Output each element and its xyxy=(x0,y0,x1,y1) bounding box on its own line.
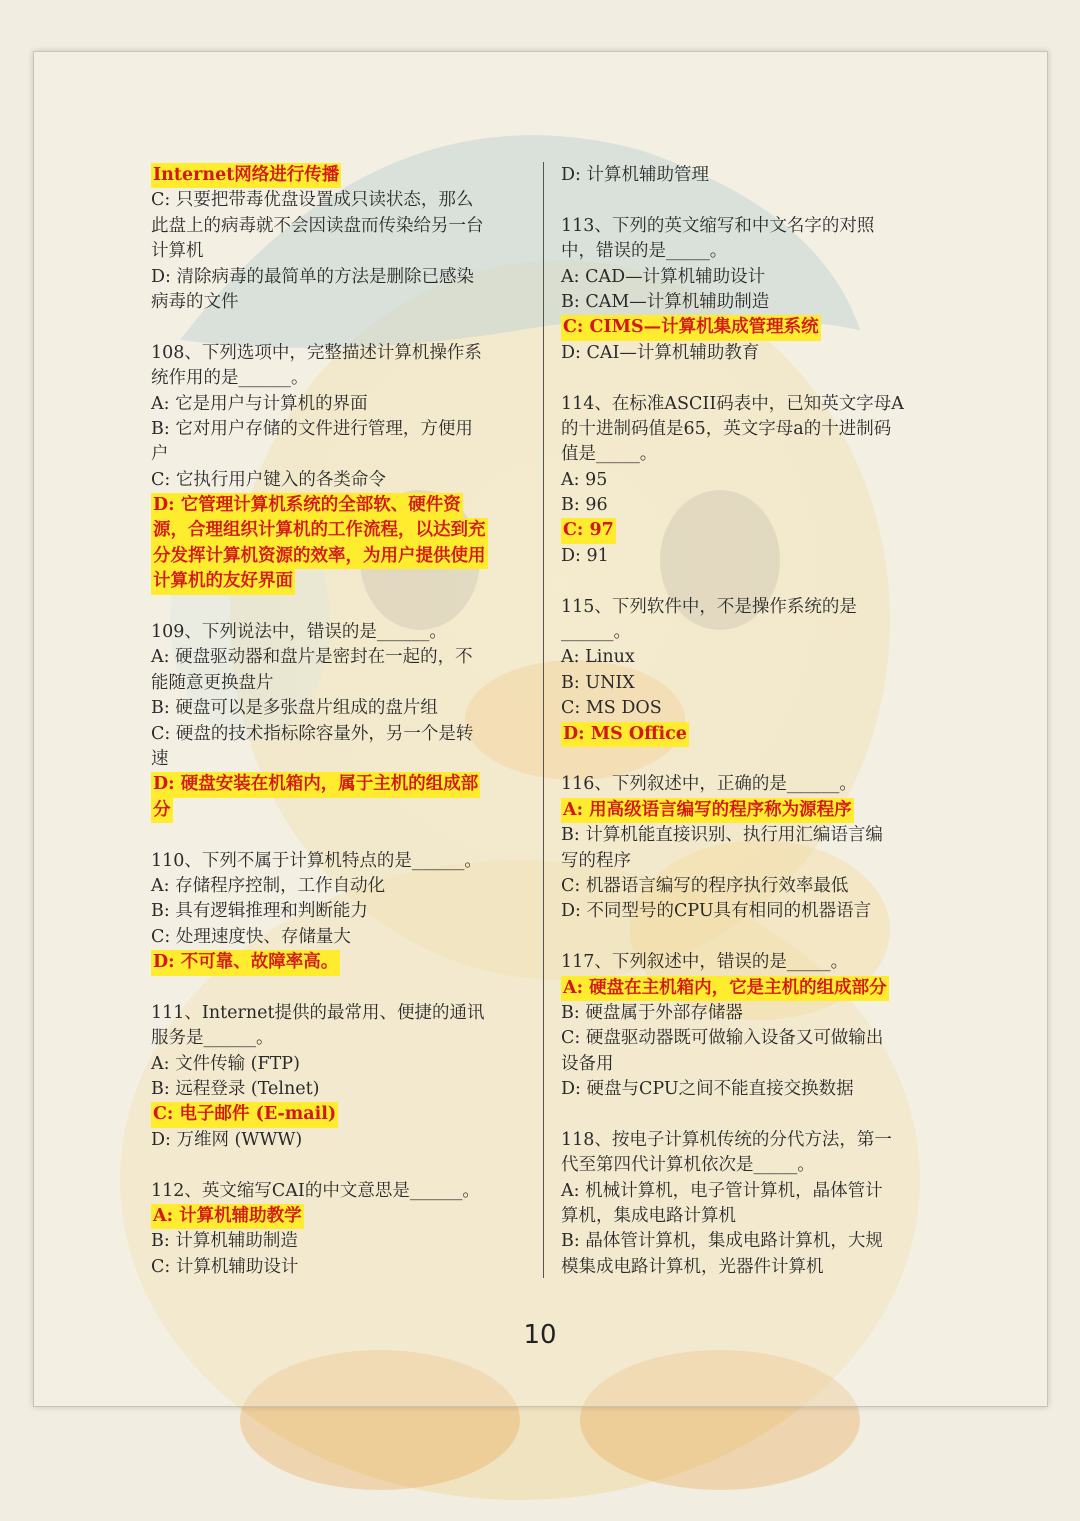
answer-highlight: D: 不可靠、故障率高。 xyxy=(151,950,340,975)
text-line xyxy=(561,493,926,518)
text-line xyxy=(561,1204,926,1229)
left-text-column xyxy=(151,163,526,1280)
blank-line xyxy=(561,1102,926,1127)
line-text: 中，错误的是_____。 xyxy=(561,241,728,262)
text-line xyxy=(151,1001,526,1026)
text-line xyxy=(561,1026,926,1051)
line-text: B: 它对用户存储的文件进行管理，方便用 xyxy=(151,418,473,439)
text-line xyxy=(151,645,526,670)
text-line xyxy=(151,1179,526,1204)
line-text: D: CAI—计算机辅助教育 xyxy=(561,342,760,363)
text-line xyxy=(151,265,526,290)
answer-highlight: 计算机的友好界面 xyxy=(151,569,295,594)
highlighted-answer-line xyxy=(151,798,526,823)
line-text: 服务是______。 xyxy=(151,1028,274,1049)
highlighted-answer-line xyxy=(561,722,926,747)
text-line xyxy=(151,417,526,442)
line-text: 108、下列选项中，完整描述计算机操作系 xyxy=(151,342,482,363)
blank-line xyxy=(561,188,926,213)
line-text: C: 处理速度快、存储量大 xyxy=(151,926,351,947)
text-line xyxy=(561,341,926,366)
text-line xyxy=(151,341,526,366)
highlighted-answer-line xyxy=(151,544,526,569)
text-line xyxy=(151,442,526,467)
line-text: D: 清除病毒的最简单的方法是删除已感染 xyxy=(151,266,474,287)
highlighted-answer-line xyxy=(561,315,926,340)
text-line xyxy=(151,1026,526,1051)
blank-line xyxy=(561,925,926,950)
line-text: D: 万维网 (WWW) xyxy=(151,1129,303,1150)
text-line xyxy=(561,874,926,899)
text-line xyxy=(151,214,526,239)
right-text-column xyxy=(561,163,926,1280)
line-text: 115、下列软件中，不是操作系统的是 xyxy=(561,596,857,617)
answer-highlight: C: 97 xyxy=(561,518,616,543)
text-line xyxy=(151,620,526,645)
text-line xyxy=(561,950,926,975)
line-text: C: 硬盘驱动器既可做输入设备又可做输出 xyxy=(561,1028,884,1049)
text-line xyxy=(151,290,526,315)
line-text: 写的程序 xyxy=(561,850,631,871)
text-line xyxy=(561,214,926,239)
answer-highlight: C: 电子邮件 (E-mail) xyxy=(151,1102,338,1127)
line-text: B: 晶体管计算机，集成电路计算机，大规 xyxy=(561,1231,883,1252)
answer-highlight: D: 它管理计算机系统的全部软、硬件资 xyxy=(151,493,463,518)
line-text: 117、下列叙述中，错误的是_____。 xyxy=(561,952,849,973)
highlighted-answer-line xyxy=(151,1204,526,1229)
line-text: 116、下列叙述中，正确的是______。 xyxy=(561,774,857,795)
text-line xyxy=(151,1229,526,1254)
text-line xyxy=(151,899,526,924)
text-line xyxy=(151,1077,526,1102)
blank-line xyxy=(151,976,526,1001)
line-text: 户 xyxy=(151,444,169,465)
line-text: B: 硬盘可以是多张盘片组成的盘片组 xyxy=(151,698,438,719)
blank-line xyxy=(561,569,926,594)
answer-highlight: D: MS Office xyxy=(561,722,689,747)
text-line xyxy=(151,696,526,721)
text-line xyxy=(561,849,926,874)
text-line xyxy=(561,645,926,670)
text-line xyxy=(561,1153,926,1178)
line-text: A: CAD—计算机辅助设计 xyxy=(561,266,766,287)
text-line xyxy=(561,163,926,188)
highlighted-answer-line xyxy=(151,518,526,543)
blank-line xyxy=(151,595,526,620)
text-line xyxy=(561,544,926,569)
answer-highlight: 分 xyxy=(151,798,173,823)
text-line xyxy=(561,290,926,315)
highlighted-answer-line xyxy=(561,976,926,1001)
text-line xyxy=(151,366,526,391)
text-line xyxy=(561,823,926,848)
answer-highlight: 源，合理组织计算机的工作流程，以达到充 xyxy=(151,518,488,543)
text-line xyxy=(561,1001,926,1026)
answer-highlight: A: 硬盘在主机箱内，它是主机的组成部分 xyxy=(561,976,889,1001)
text-line xyxy=(151,1255,526,1280)
highlighted-answer-line xyxy=(151,163,526,188)
line-text: 算机，集成电路计算机 xyxy=(561,1206,736,1227)
answer-highlight: C: CIMS—计算机集成管理系统 xyxy=(561,315,821,340)
blank-line xyxy=(151,1153,526,1178)
line-text: B: 计算机能直接识别、执行用汇编语言编 xyxy=(561,825,883,846)
text-line xyxy=(151,392,526,417)
line-text: C: 计算机辅助设计 xyxy=(151,1256,299,1277)
line-text: B: 远程登录 (Telnet) xyxy=(151,1079,320,1100)
text-line xyxy=(561,1179,926,1204)
text-line xyxy=(561,671,926,696)
line-text: C: MS DOS xyxy=(561,698,662,719)
text-line xyxy=(561,1229,926,1254)
answer-highlight: 分发挥计算机资源的效率，为用户提供使用 xyxy=(151,544,488,569)
line-text: 统作用的是______。 xyxy=(151,368,309,389)
text-line xyxy=(151,1128,526,1153)
text-line xyxy=(561,239,926,264)
line-text: A: Linux xyxy=(561,647,635,668)
line-text: 病毒的文件 xyxy=(151,291,239,312)
line-text: A: 它是用户与计算机的界面 xyxy=(151,393,368,414)
line-text: 模集成电路计算机，光器件计算机 xyxy=(561,1256,824,1277)
text-line xyxy=(561,696,926,721)
text-line xyxy=(151,849,526,874)
text-line xyxy=(561,442,926,467)
line-text: 值是_____。 xyxy=(561,444,658,465)
highlighted-answer-line xyxy=(151,569,526,594)
highlighted-answer-line xyxy=(151,772,526,797)
answer-highlight: A: 计算机辅助教学 xyxy=(151,1204,304,1229)
text-line xyxy=(151,188,526,213)
text-line xyxy=(561,468,926,493)
line-text: 计算机 xyxy=(151,241,204,262)
blank-line xyxy=(151,315,526,340)
line-text: 能随意更换盘片 xyxy=(151,672,274,693)
line-text: B: 具有逻辑推理和判断能力 xyxy=(151,901,368,922)
answer-highlight: Internet网络进行传播 xyxy=(151,163,341,188)
line-text: C: 硬盘的技术指标除容量外，另一个是转 xyxy=(151,723,474,744)
line-text: 112、英文缩写CAI的中文意思是______。 xyxy=(151,1180,480,1201)
answer-highlight: A: 用高级语言编写的程序称为源程序 xyxy=(561,798,854,823)
line-text: 设备用 xyxy=(561,1053,614,1074)
line-text: C: 只要把带毒优盘设置成只读状态，那么 xyxy=(151,190,474,211)
blank-line xyxy=(561,366,926,391)
text-line xyxy=(561,265,926,290)
line-text: ______。 xyxy=(561,622,631,643)
line-text: 110、下列不属于计算机特点的是______。 xyxy=(151,850,482,871)
line-text: 113、下列的英文缩写和中文名字的对照 xyxy=(561,215,875,236)
line-text: D: 硬盘与CPU之间不能直接交换数据 xyxy=(561,1079,854,1100)
line-text: B: CAM—计算机辅助制造 xyxy=(561,291,770,312)
page-number: 10 xyxy=(523,1320,557,1350)
line-text: A: 文件传输 (FTP) xyxy=(151,1053,300,1074)
text-line xyxy=(151,874,526,899)
highlighted-answer-line xyxy=(561,798,926,823)
line-text: 114、在标准ASCII码表中，已知英文字母A xyxy=(561,393,904,414)
line-text: 111、Internet提供的最常用、便捷的通讯 xyxy=(151,1002,485,1023)
text-line xyxy=(561,1052,926,1077)
line-text: 109、下列说法中，错误的是______。 xyxy=(151,622,447,643)
line-text: 代至第四代计算机依次是_____。 xyxy=(561,1155,815,1176)
line-text: A: 机械计算机，电子管计算机，晶体管计 xyxy=(561,1180,883,1201)
text-line xyxy=(561,899,926,924)
text-line xyxy=(151,722,526,747)
line-text: B: UNIX xyxy=(561,672,635,693)
text-line xyxy=(151,925,526,950)
line-text: D: 不同型号的CPU具有相同的机器语言 xyxy=(561,901,872,922)
line-text: A: 硬盘驱动器和盘片是密封在一起的，不 xyxy=(151,647,473,668)
line-text: 的十进制码值是65，英文字母a的十进制码 xyxy=(561,418,892,439)
highlighted-answer-line xyxy=(151,1102,526,1127)
text-line xyxy=(561,1128,926,1153)
line-text: A: 存储程序控制，工作自动化 xyxy=(151,875,386,896)
text-line xyxy=(151,1052,526,1077)
text-line xyxy=(151,468,526,493)
text-line xyxy=(561,620,926,645)
text-line xyxy=(561,1255,926,1280)
highlighted-answer-line xyxy=(561,518,926,543)
text-line xyxy=(561,417,926,442)
column-divider xyxy=(543,162,544,1278)
line-text: B: 96 xyxy=(561,495,608,516)
blank-line xyxy=(151,823,526,848)
line-text: B: 硬盘属于外部存储器 xyxy=(561,1002,743,1023)
line-text: D: 计算机辅助管理 xyxy=(561,165,709,185)
line-text: 此盘上的病毒就不会因读盘而传染给另一台 xyxy=(151,215,484,236)
line-text: C: 机器语言编写的程序执行效率最低 xyxy=(561,875,849,896)
line-text: D: 91 xyxy=(561,545,609,566)
line-text: A: 95 xyxy=(561,469,608,490)
highlighted-answer-line xyxy=(151,493,526,518)
line-text: C: 它执行用户键入的各类命令 xyxy=(151,469,386,490)
line-text: B: 计算机辅助制造 xyxy=(151,1231,298,1252)
text-line xyxy=(151,239,526,264)
text-line xyxy=(151,671,526,696)
line-text: 118、按电子计算机传统的分代方法，第一 xyxy=(561,1129,892,1150)
line-text: 速 xyxy=(151,748,169,769)
text-line xyxy=(561,772,926,797)
text-line xyxy=(561,595,926,620)
answer-highlight: D: 硬盘安装在机箱内，属于主机的组成部 xyxy=(151,772,480,797)
highlighted-answer-line xyxy=(151,950,526,975)
blank-line xyxy=(561,747,926,772)
text-line xyxy=(561,1077,926,1102)
text-line xyxy=(561,392,926,417)
text-line xyxy=(151,747,526,772)
